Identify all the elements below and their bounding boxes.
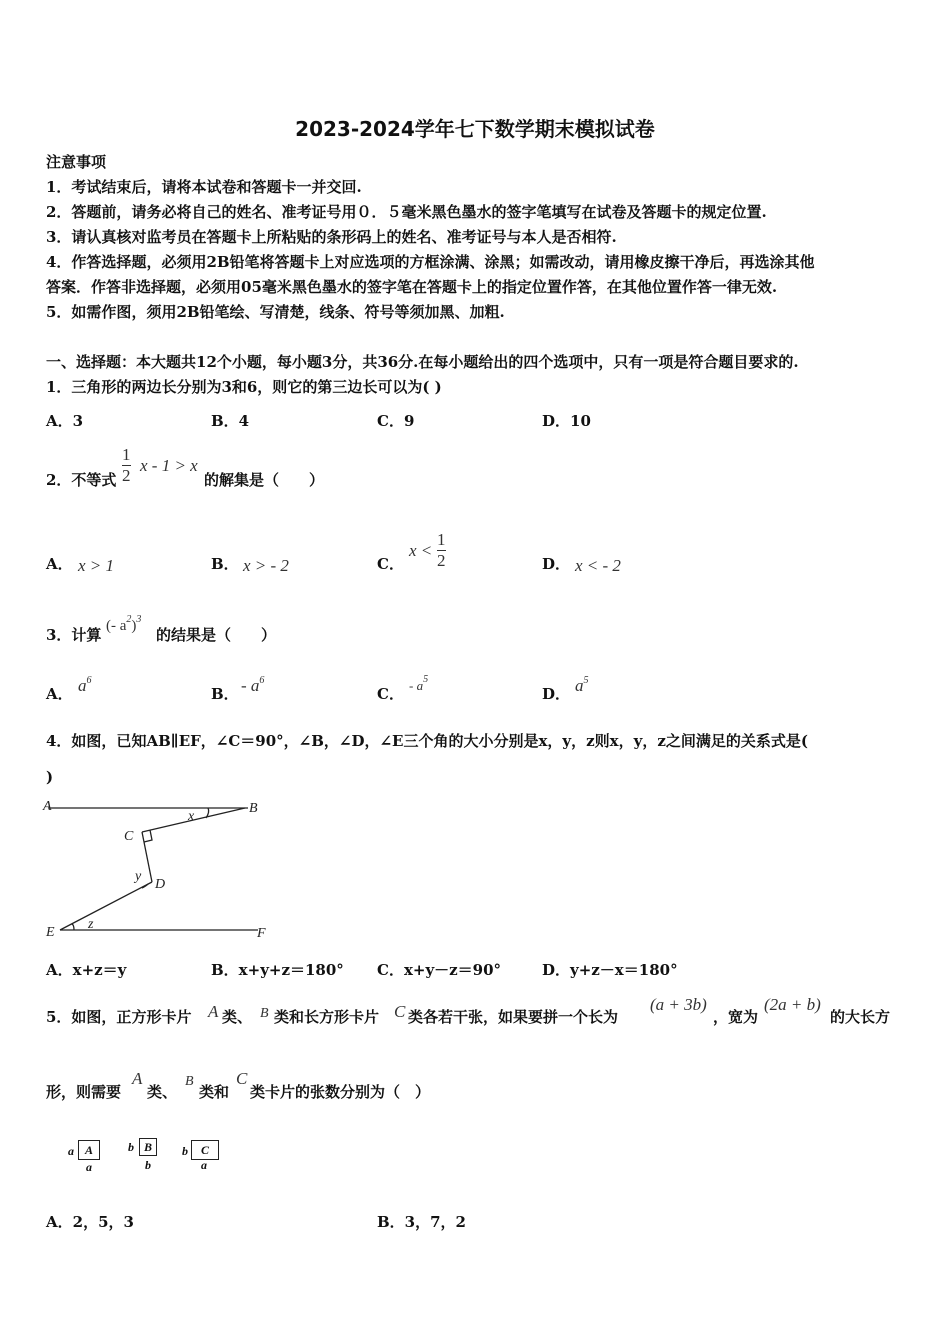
q5-length-expr: (a + 3b) — [650, 995, 707, 1014]
question-3-prefix: 3．计算 — [46, 626, 102, 644]
question-2-prefix: 2．不等式 — [46, 471, 117, 489]
q4-option-c: C．x+y－z＝90° — [377, 961, 502, 979]
q2-c-den: 2 — [437, 551, 446, 570]
q2-c-num: 1 — [437, 530, 446, 549]
notice-item: 4．作答选择题，必须用2B铅笔将答题卡上对应选项的方框涂满、涂黑；如需改动，请用橡皮擦干净后，再选涂其他 — [46, 253, 815, 271]
q2-option-a: x > 1 — [78, 556, 115, 575]
q3-expression — [106, 616, 141, 638]
q5-var-c: C — [394, 1002, 406, 1021]
q5-line1-a: 5．如图，正方形卡片 — [46, 1008, 192, 1026]
q2-option-d: x < - 2 — [575, 556, 621, 575]
card-b-bottom: b — [145, 1158, 151, 1172]
q5-line1-f: 的大长方 — [830, 1008, 891, 1026]
notice-heading: 注意事项 — [46, 153, 107, 171]
q3-d-exp: 5 — [583, 675, 589, 686]
q2-label-d: D． — [542, 555, 571, 573]
q3-label-d: D． — [542, 685, 571, 703]
angle-z-arc — [72, 924, 74, 930]
q2-fraction — [122, 446, 131, 485]
card-a-side: a — [68, 1144, 74, 1158]
notice-item: 1．考试结束后，请将本试卷和答题卡一并交回. — [46, 178, 362, 196]
q3-a-exp: 6 — [86, 675, 92, 686]
q3-b-base: a — [250, 676, 260, 695]
q5-line1-c: 类和长方形卡片 — [274, 1008, 380, 1026]
question-1-stem: 1．三角形的两边长分别为3和6，则它的第三边长可以为( ) — [46, 378, 442, 396]
notice-item: 5．如需作图，须用2B铅笔绘、写清楚，线条、符号等须加黑、加粗. — [46, 303, 505, 321]
q2-option-c: x < — [409, 541, 433, 560]
q3-label-b: B． — [211, 685, 239, 703]
q5-option-b: B．3，7，2 — [377, 1213, 466, 1231]
label-a: A — [43, 799, 52, 814]
q5-line2-b: 类、 — [147, 1083, 178, 1101]
q3-option-b — [241, 676, 264, 699]
q5-line1-d: 类各若干张，如果要拼一个长为 — [408, 1008, 619, 1026]
q5-width-expr: (2a + b) — [764, 995, 821, 1014]
q2-option-b: x > - 2 — [243, 556, 289, 575]
q5-line1-e: ，宽为 — [713, 1008, 759, 1026]
q1-option-a: A．3 — [46, 412, 84, 430]
q2-label-b: B． — [211, 555, 239, 573]
q3-option-c — [409, 676, 428, 698]
label-d: D — [155, 877, 166, 892]
question-2-suffix: 的解集是（ ） — [204, 471, 325, 489]
q3-label-a: A． — [46, 685, 73, 703]
q3-c-base: a — [416, 678, 424, 693]
q3-expr-close: ) — [131, 618, 137, 634]
line-de — [60, 882, 152, 930]
q5-option-a: A．2，5，3 — [46, 1213, 134, 1231]
q3-expr-base: (- a — [106, 618, 127, 634]
q2-label-a: A． — [46, 555, 73, 573]
label-e: E — [46, 925, 55, 940]
card-c-box: C — [191, 1140, 219, 1160]
q3-d-base: a — [575, 676, 584, 695]
q5-line2-c: 类和 — [199, 1083, 230, 1101]
label-z: z — [88, 917, 94, 932]
label-f: F — [257, 926, 266, 941]
card-b-side: b — [128, 1140, 134, 1154]
card-b-box: B — [139, 1138, 157, 1156]
q5-var-a: A — [208, 1002, 219, 1021]
q5-line2-a: 形，则需要 — [46, 1083, 122, 1101]
q1-option-d: D．10 — [542, 412, 591, 430]
card-c — [180, 1136, 230, 1176]
q4-option-b: B．x+y+z＝180° — [211, 961, 344, 979]
q3-option-d — [575, 676, 589, 699]
q2-option-c-fraction — [437, 531, 446, 570]
label-c: C — [124, 829, 134, 844]
q1-option-b: B．4 — [211, 412, 250, 430]
question-4-stem: 4．如图，已知AB∥EF，∠C＝90°，∠B，∠D，∠E三个角的大小分别是x，y，z则x，y，z之间满足的关系式是( — [46, 732, 808, 750]
q3-c-exp: 5 — [423, 674, 429, 685]
card-b — [128, 1136, 168, 1176]
q3-a-base: a — [78, 676, 87, 695]
card-a — [68, 1138, 118, 1176]
line-cd — [142, 832, 152, 882]
q5-var-a-2: A — [132, 1069, 143, 1088]
q3-option-a — [78, 676, 92, 699]
q2-label-c: C． — [377, 555, 404, 573]
page-title: 2023-2024学年七下数学期末模拟试卷 — [295, 117, 655, 141]
label-b: B — [249, 801, 258, 816]
q5-line1-b: 类、 — [222, 1008, 253, 1026]
section-heading: 一、选择题：本大题共12个小题，每小题3分，共36分.在每小题给出的四个选项中，只有一项是符合题目要求的. — [46, 353, 799, 371]
q3-label-c: C． — [377, 685, 404, 703]
q3-c-sign: - — [409, 678, 417, 693]
card-c-side: b — [182, 1144, 188, 1158]
q4-option-d: D．y+z－x＝180° — [542, 961, 678, 979]
q2-frac-num: 1 — [122, 445, 131, 464]
card-a-box: A — [78, 1140, 100, 1160]
q3-b-exp: 6 — [259, 675, 265, 686]
card-c-bottom: a — [201, 1158, 207, 1172]
q3-outer-exp: 3 — [136, 614, 142, 625]
q2-frac-den: 2 — [122, 466, 131, 485]
notice-item: 答案．作答非选择题，必须用05毫米黑色墨水的签字笔在答题卡上的指定位置作答，在其他位置作答一律无效. — [46, 278, 778, 296]
card-a-bottom: a — [86, 1160, 92, 1174]
q1-option-c: C．9 — [377, 412, 415, 430]
q4-option-a: A．x+z＝y — [46, 961, 127, 979]
question-3-suffix: 的结果是（ ） — [156, 626, 277, 644]
notice-item: 3．请认真核对监考员在答题卡上所粘贴的条形码上的姓名、准考证号与本人是否相符. — [46, 228, 617, 246]
label-x: x — [188, 809, 195, 824]
question-4-stem-cont: ) — [46, 768, 54, 786]
q4-figure — [40, 794, 280, 944]
label-y: y — [135, 869, 142, 884]
q5-var-b-2: B — [185, 1074, 194, 1089]
q3-inner-exp: 2 — [126, 614, 132, 625]
q5-line2-d: 类卡片的张数分别为（ ） — [250, 1083, 431, 1101]
q5-var-c-2: C — [236, 1069, 248, 1088]
q3-b-sign: - — [241, 676, 251, 695]
notice-item: 2．答题前，请务必将自己的姓名、准考证号用０．５毫米黑色墨水的签字笔填写在试卷及答题卡的规定位置. — [46, 203, 767, 221]
q5-var-b: B — [260, 1006, 269, 1021]
angle-y-arc — [142, 884, 148, 888]
q2-expression: x - 1 > x — [140, 456, 198, 475]
